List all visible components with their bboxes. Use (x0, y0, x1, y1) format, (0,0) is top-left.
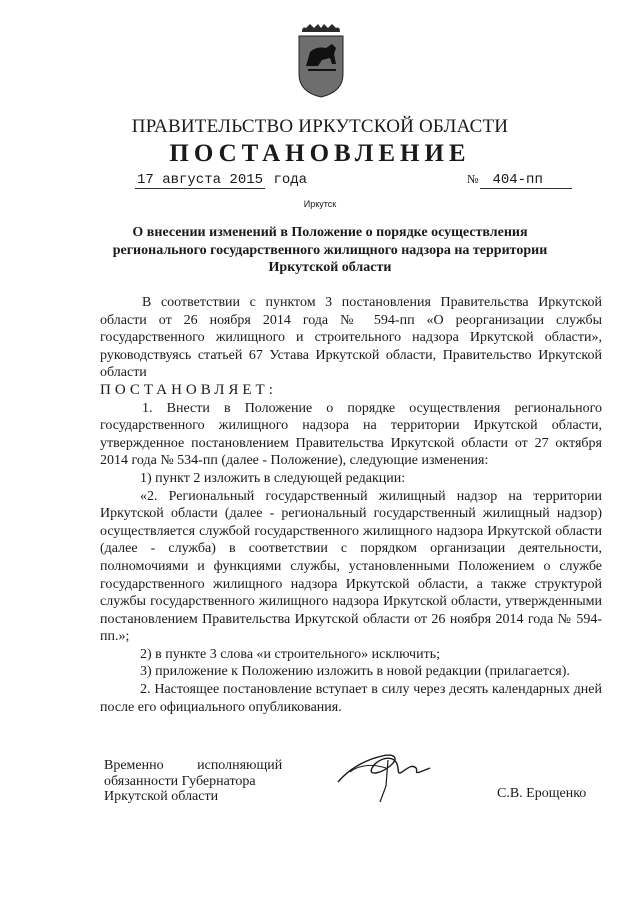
document-date (135, 172, 307, 188)
document-type: ПОСТАНОВЛЕНИЕ (169, 140, 471, 167)
resolves-heading: ПОСТАНОВЛЯЕТ: (100, 381, 277, 398)
signatory-name: С.В. Ерощенко (497, 786, 587, 801)
document-subject: О внесении изменений в Положение о порядке осуществления регионального государственного жилищного надзора на территории Иркутской области (112, 225, 548, 275)
paragraph-subitem-3: 3) приложение к Положению изложить в новой редакции (прилагается). (140, 664, 570, 680)
document-body (100, 294, 602, 716)
city-label: Иркутск (303, 199, 337, 209)
organization-title: ПРАВИТЕЛЬСТВО ИРКУТСКОЙ ОБЛАСТИ (131, 116, 509, 137)
signatory-title-line-2: обязанности Губернатора (104, 773, 256, 789)
coat-of-arms-emblem (296, 22, 346, 98)
date-value: 17 августа 2015 (137, 172, 264, 188)
signatory-title-line-1: Временно исполняющий (104, 758, 283, 773)
year-suffix: года (273, 172, 308, 188)
document-number (467, 172, 572, 189)
paragraph-item-1: 1. Внести в Положение о порядке осуществления регионального государственного жилищного надзора на территории Иркутской области, утвержденное постановлением Правительства Иркутской области от 27 октября 2014 года № 534-пп (далее - Положение), следующие изменения: (100, 400, 602, 469)
paragraph-quoted-item-2: «2. Региональный государственный жилищный надзор на территории Иркутской области (далее - региональный государственный жилищный надзор) осуществляется службой государственного жилищного надзора Иркутской области (далее - служба) в соответствии с порядком организации деятельности, полномочиями и функциями службы, установленными Положением о службе государственного жилищного надзора Иркутской области, а также структурой службы государственного жилищного надзора Иркутской области, утвержденными постановлением Правительства Иркутской области от 26 ноября 2014 года № 594-пп.»; (100, 488, 602, 645)
handwritten-signature (330, 742, 440, 804)
number-value: 404-пп (480, 172, 572, 189)
paragraph-item-2: 2. Настоящее постановление вступает в силу через десять календарных дней после его официального опубликования. (100, 682, 602, 715)
signatory-title (104, 758, 282, 805)
paragraph-subitem-1: 1) пункт 2 изложить в следующей редакции: (140, 470, 406, 486)
number-sign: № (467, 172, 479, 186)
paragraph-subitem-2: 2) в пункте 3 слова «и строительного» исключить; (140, 646, 440, 662)
signatory-title-line-3: Иркутской области (104, 789, 219, 805)
paragraph-preamble: В соответствии с пунктом 3 постановления Правительства Иркутской области от 26 ноября 2014 года № 594-пп «О реорганизации службы государственного жилищного и строительного надзора Иркутской области», руководствуясь статьей 67 Устава Иркутской области, Правительство Иркутской области (100, 295, 602, 381)
